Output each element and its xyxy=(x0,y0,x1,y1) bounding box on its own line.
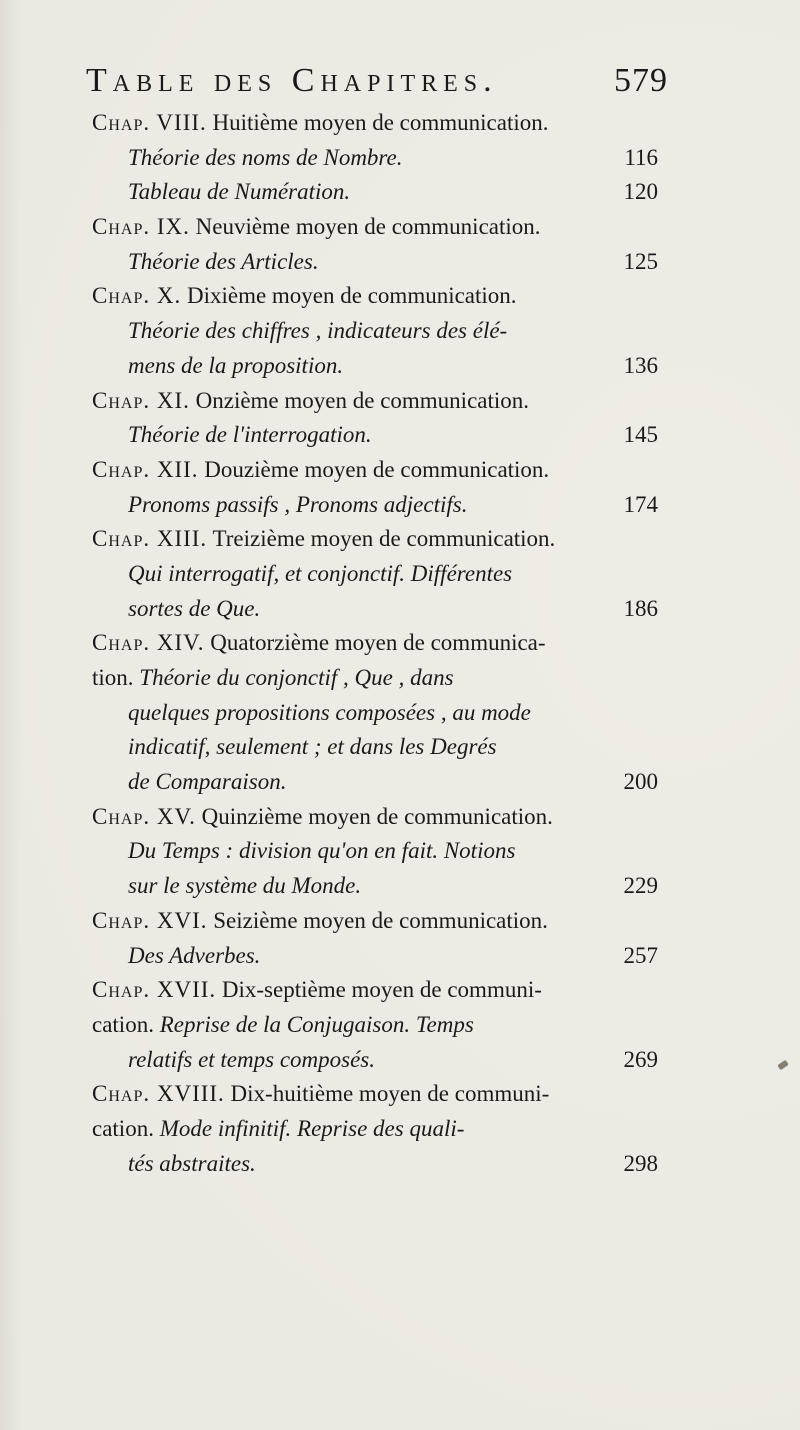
toc-line xyxy=(92,418,658,453)
toc-line xyxy=(92,939,658,974)
toc-line xyxy=(92,1008,658,1043)
toc-page-number: 120 xyxy=(623,179,658,205)
toc-entry xyxy=(92,384,658,453)
chapter-label: Chap. XVI. xyxy=(92,907,208,933)
toc-line xyxy=(92,1043,658,1078)
toc-line xyxy=(92,973,658,1008)
toc-line xyxy=(92,592,658,627)
toc-page-number: 200 xyxy=(623,769,658,795)
toc-line xyxy=(92,626,658,661)
chapter-subject: relatifs et temps composés. xyxy=(128,1046,376,1072)
chapter-text: cation. xyxy=(92,1011,160,1037)
toc-entry xyxy=(92,973,658,1077)
chapter-subject: tés abstraites. xyxy=(128,1150,256,1176)
chapter-text: Dix-huitième moyen de communi- xyxy=(224,1081,550,1107)
toc-line xyxy=(92,661,658,696)
chapter-text: cation. xyxy=(92,1115,160,1141)
chapter-label: Chap. XIII. xyxy=(92,526,208,552)
toc-page-number: 136 xyxy=(623,352,658,378)
chapter-subject: Reprise de la Conjugaison. Temps xyxy=(159,1011,474,1037)
toc-line xyxy=(92,141,658,176)
chapter-subject: mens de la proposition. xyxy=(128,352,344,378)
toc-line xyxy=(92,1077,658,1112)
toc-entry xyxy=(92,106,658,210)
chapter-text: Neuvième moyen de communication. xyxy=(189,214,541,240)
toc-entry xyxy=(92,453,658,522)
chapter-label: Chap. X. xyxy=(92,283,182,309)
ink-mark xyxy=(777,1060,789,1071)
toc-page-number: 145 xyxy=(623,422,658,448)
chapter-subject: sur le système du Monde. xyxy=(128,873,362,899)
toc-line xyxy=(92,522,658,557)
chapter-text: Quatorzième moyen de communica- xyxy=(204,630,546,656)
toc-page-number: 269 xyxy=(623,1046,658,1072)
chapter-subject: Théorie de l'interrogation. xyxy=(128,422,372,448)
toc-line xyxy=(92,696,658,731)
toc-entry xyxy=(92,800,658,904)
chapter-subject: Théorie des chiffres , indicateurs des élé- xyxy=(128,318,508,344)
chapter-subject: Du Temps : division qu'on en fait. Notions xyxy=(128,838,516,864)
chapter-label: Chap. XI. xyxy=(92,387,190,413)
spine-shadow xyxy=(0,0,22,1430)
toc-line xyxy=(92,730,658,765)
toc-entry xyxy=(92,626,658,799)
chapter-text: Dixième moyen de communication. xyxy=(181,283,517,309)
toc-line xyxy=(92,765,658,800)
toc-page-number: 125 xyxy=(623,248,658,274)
toc-line xyxy=(92,869,658,904)
toc-line xyxy=(92,800,658,835)
toc-line xyxy=(92,245,658,280)
chapter-subject: Pronoms passifs , Pronoms adjectifs. xyxy=(128,491,468,517)
chapter-subject: de Comparaison. xyxy=(128,769,287,795)
chapter-subject: sortes de Que. xyxy=(128,595,261,621)
toc-entry xyxy=(92,904,658,973)
toc-line xyxy=(92,834,658,869)
toc-line xyxy=(92,279,658,314)
running-title: Table des Chapitres. xyxy=(86,62,498,99)
chapter-subject: Tableau de Numération. xyxy=(128,179,351,205)
chapter-subject: Qui interrogatif, et conjonctif. Différentes xyxy=(128,560,513,586)
chapter-subject: quelques propositions composées , au mode xyxy=(128,699,531,725)
table-of-contents xyxy=(92,106,658,1181)
chapter-text: Huitième moyen de communication. xyxy=(206,110,549,135)
chapter-text: Seizième moyen de communication. xyxy=(207,907,548,933)
chapter-subject: Des Adverbes. xyxy=(128,942,261,968)
toc-line xyxy=(92,106,658,141)
toc-page-number: 116 xyxy=(624,144,658,170)
chapter-subject: Théorie des Articles. xyxy=(128,248,319,274)
chapter-text: Dix-septième moyen de communi- xyxy=(216,977,542,1003)
toc-entry xyxy=(92,522,658,626)
toc-page-number: 186 xyxy=(623,595,658,621)
toc-page-number: 174 xyxy=(623,491,658,517)
chapter-subject: Théorie du conjonctif , Que , dans xyxy=(139,665,454,690)
toc-line xyxy=(92,314,658,349)
page-number: 579 xyxy=(614,62,668,99)
toc-line xyxy=(92,210,658,245)
toc-line xyxy=(92,904,658,939)
chapter-text: Treizième moyen de communication. xyxy=(207,526,556,552)
chapter-label: Chap. XVIII. xyxy=(92,1081,225,1107)
toc-line xyxy=(92,384,658,419)
chapter-text: Onzième moyen de communication. xyxy=(189,387,530,413)
chapter-label: Chap. IX. xyxy=(92,214,190,240)
chapter-label: Chap. XVII. xyxy=(92,977,217,1003)
toc-entry xyxy=(92,279,658,383)
chapter-label: Chap. VIII. xyxy=(92,110,207,135)
chapter-text: Quinzième moyen de communication. xyxy=(195,803,553,829)
toc-entry xyxy=(92,210,658,279)
toc-page-number: 298 xyxy=(623,1150,658,1176)
toc-line xyxy=(92,557,658,592)
chapter-subject: indicatif, seulement ; et dans les Degrés xyxy=(128,734,497,760)
chapter-subject: Mode infinitif. Reprise des quali- xyxy=(159,1115,465,1141)
chapter-label: Chap. XII. xyxy=(92,456,199,482)
toc-line xyxy=(92,1112,658,1147)
chapter-text: Douzième moyen de communication. xyxy=(198,456,550,482)
toc-line xyxy=(92,1147,658,1182)
toc-page-number: 257 xyxy=(623,942,658,968)
toc-line xyxy=(92,349,658,384)
chapter-label: Chap. XIV. xyxy=(92,630,205,656)
running-header xyxy=(86,62,668,100)
chapter-subject: Théorie des noms de Nombre. xyxy=(128,144,403,170)
toc-page-number: 229 xyxy=(623,873,658,899)
toc-line xyxy=(92,488,658,523)
chapter-label: Chap. XV. xyxy=(92,803,196,829)
toc-line xyxy=(92,175,658,210)
toc-line xyxy=(92,453,658,488)
toc-entry xyxy=(92,1077,658,1181)
chapter-text: tion. xyxy=(92,665,140,690)
